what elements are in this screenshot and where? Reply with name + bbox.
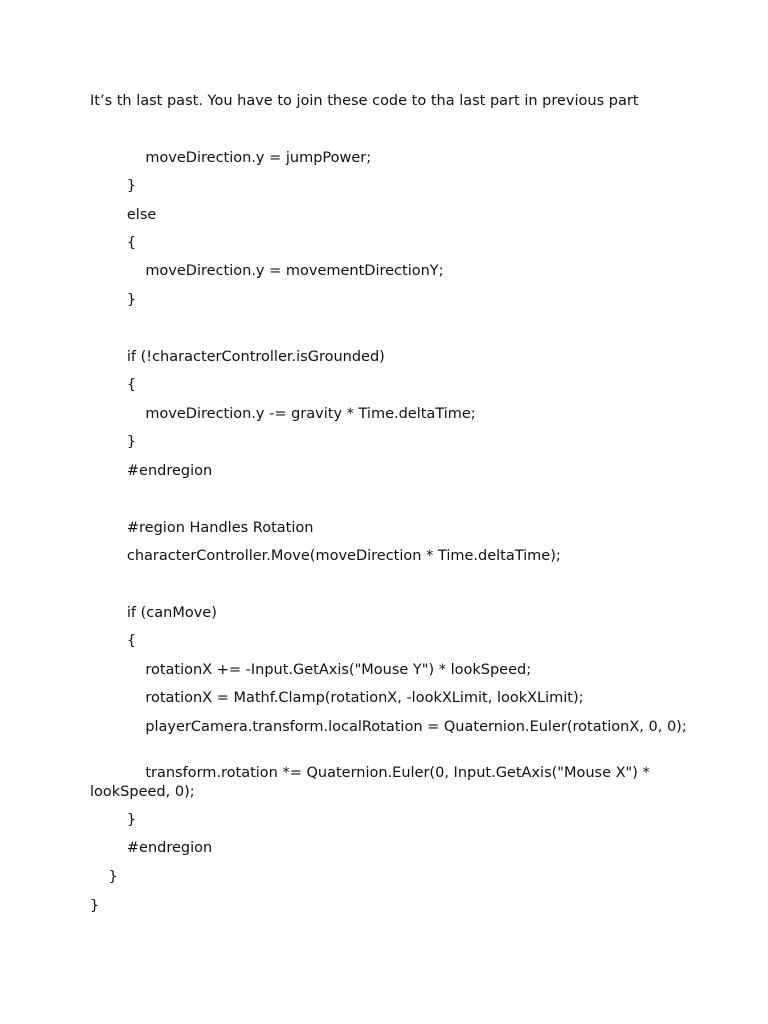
code-line: else [90, 207, 157, 223]
code-line: playerCamera.transform.localRotation = Quaternion.Euler(rotationX, 0, 0); [90, 719, 687, 735]
blank-line [90, 490, 690, 508]
code-line: { [90, 377, 137, 393]
code-line: } [90, 178, 137, 194]
code-line: moveDirection.y = jumpPower; [90, 150, 372, 166]
blank-line [90, 575, 690, 593]
code-line: moveDirection.y -= gravity * Time.deltaTime; [90, 406, 476, 422]
code-line: #endregion [90, 840, 213, 856]
code-line: } [90, 812, 137, 828]
code-line: if (!characterController.isGrounded) [90, 349, 385, 365]
code-line: transform.rotation *= Quaternion.Euler(0, Input.GetAxis("Mouse X") * lookSpeed, 0); [90, 765, 655, 800]
code-line: #region Handles Rotation [90, 520, 314, 536]
code-line: } [90, 434, 137, 450]
code-line: #endregion [90, 463, 213, 479]
intro-paragraph: It’s th last past. You have to join these code to tha last part in previous part [90, 93, 639, 109]
code-line: } [90, 869, 118, 885]
code-line: { [90, 235, 137, 251]
code-line: { [90, 633, 137, 649]
code-line: rotationX = Mathf.Clamp(rotationX, -lookXLimit, lookXLimit); [90, 690, 584, 706]
code-line: } [90, 898, 100, 914]
code-line: rotationX += -Input.GetAxis("Mouse Y") * lookSpeed; [90, 662, 532, 678]
blank-line [90, 319, 690, 337]
code-line: if (canMove) [90, 605, 217, 621]
code-line: moveDirection.y = movementDirectionY; [90, 263, 444, 279]
code-line: characterController.Move(moveDirection * Time.deltaTime); [90, 548, 561, 564]
code-line: } [90, 292, 137, 308]
